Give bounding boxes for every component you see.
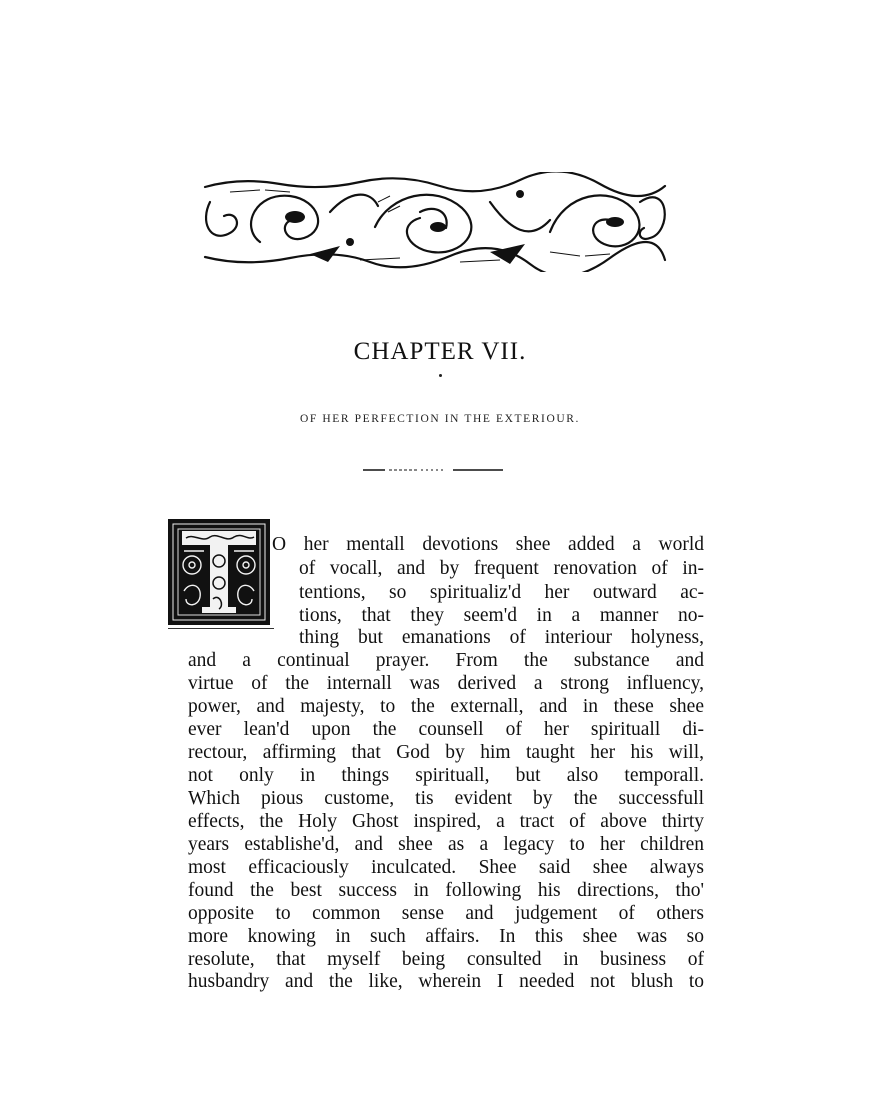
body-line: of vocall, and by frequent renovation of in-	[299, 558, 704, 579]
body-line: effects, the Holy Ghost inspired, a tract of above thirty	[188, 811, 704, 832]
drop-cap-initial	[168, 519, 270, 625]
body-line: resolute, that myself being consulted in business of	[188, 949, 704, 970]
section-divider	[363, 469, 503, 471]
body-line: and a continual prayer. From the substance and	[188, 650, 704, 671]
body-line: opposite to common sense and judgement of others	[188, 903, 704, 924]
title-dot	[439, 374, 442, 377]
ornamental-headpiece	[200, 172, 670, 272]
drop-cap-rule	[168, 628, 274, 629]
body-line: O her mentall devotions shee added a world	[272, 534, 704, 555]
drop-cap-ornament-icon	[170, 521, 268, 623]
body-line: tions, that they seem'd in a manner no-	[299, 605, 704, 626]
body-line: found the best success in following his directions, tho'	[188, 880, 704, 901]
body-line: more knowing in such affairs. In this shee was so	[188, 926, 704, 947]
chapter-title: CHAPTER VII.	[353, 338, 527, 365]
body-line: power, and majesty, to the externall, and in these shee	[188, 696, 704, 717]
chapter-subtitle: OF HER PERFECTION IN THE EXTERIOUR.	[299, 413, 581, 425]
body-line: most efficaciously inculcated. Shee said shee always	[188, 857, 704, 878]
body-line: rectour, affirming that God by him taught her his will,	[188, 742, 704, 763]
body-line: virtue of the internall was derived a strong influency,	[188, 673, 704, 694]
body-line: husbandry and the like, wherein I needed not blush to	[188, 971, 704, 992]
body-line: years establishe'd, and shee as a legacy to her children	[188, 834, 704, 855]
body-line: thing but emanations of interiour holyness,	[299, 627, 704, 648]
body-line: tentions, so spiritualiz'd her outward ac-	[299, 582, 704, 603]
body-line: Which pious custome, tis evident by the successfull	[188, 788, 704, 809]
body-line: ever lean'd upon the counsell of her spirituall di-	[188, 719, 704, 740]
body-line: not only in things spirituall, but also temporall.	[188, 765, 704, 786]
